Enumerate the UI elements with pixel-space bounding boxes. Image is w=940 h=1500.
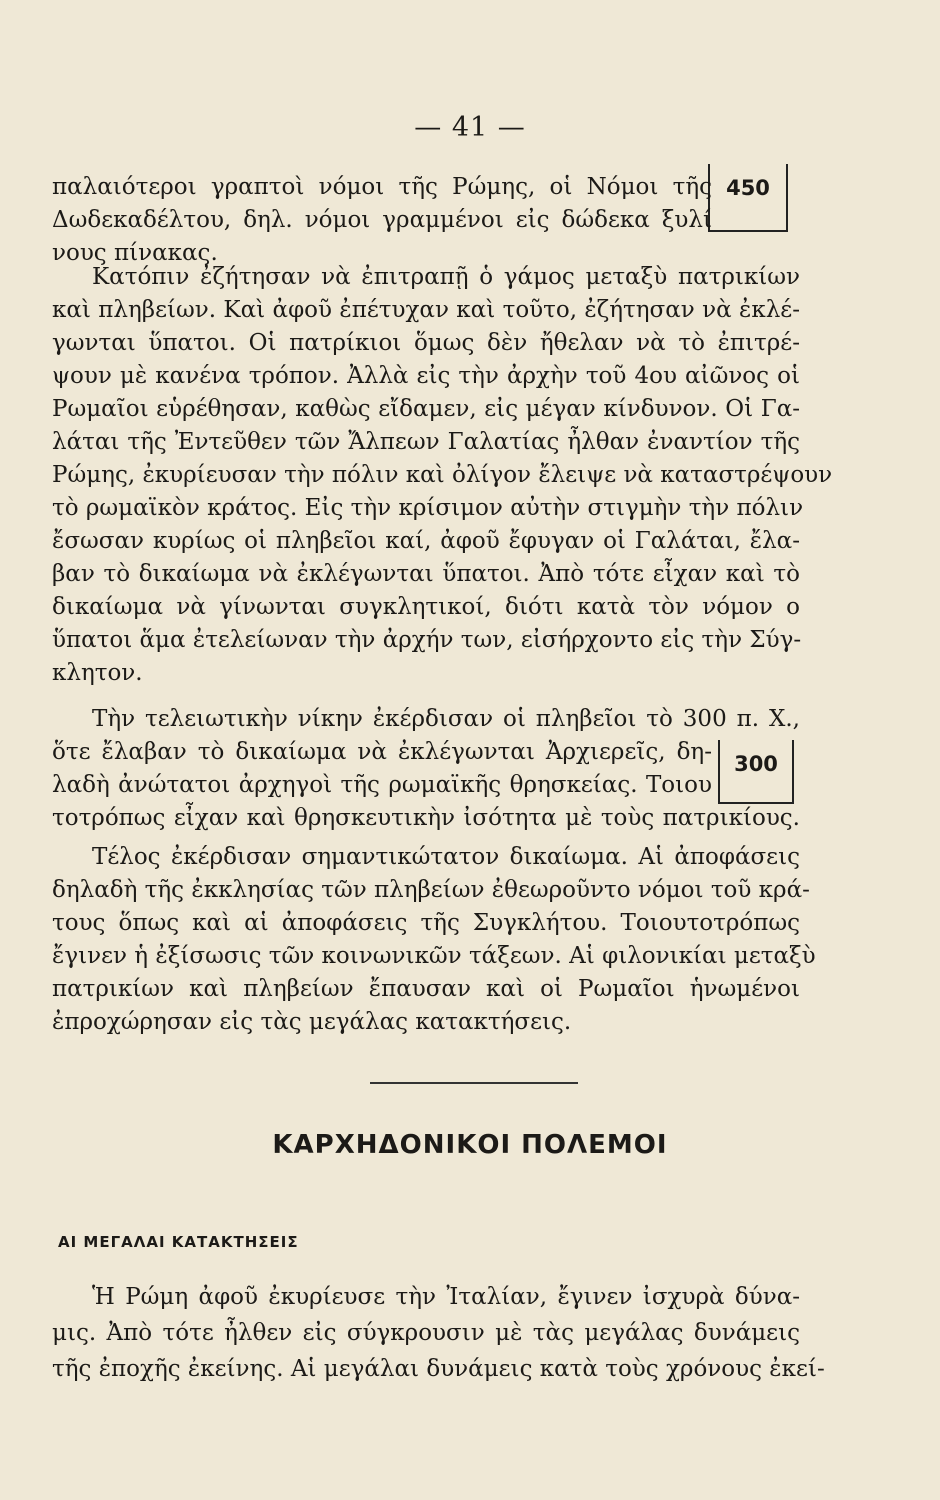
margin-note-label: 450 bbox=[726, 176, 770, 200]
text-line: γωνται ὕπατοι. Οἱ πατρίκιοι ὅμως δὲν ἤθελαν νὰ τὸ ἐπιτρέ- bbox=[52, 330, 800, 356]
text-line: Ἡ Ρώμη ἀφοῦ ἐκυρίευσε τὴν Ἰταλίαν, ἔγινεν ἰσχυρὰ δύνα- bbox=[92, 1284, 800, 1310]
text-line: παλαιότεροι γραπτοὶ νόμοι τῆς Ρώμης, οἱ Νόμοι τῆς bbox=[52, 174, 712, 200]
text-line: ὕπατοι ἅμα ἐτελείωναν τὴν ἀρχήν των, εἰσήρχοντο εἰς τὴν Σύγ- bbox=[52, 627, 802, 653]
text-line: δηλαδὴ τῆς ἐκκλησίας τῶν πληβείων ἐθεωροῦντο νόμοι τοῦ κρά- bbox=[52, 877, 810, 903]
text-line: ψουν μὲ κανένα τρόπον. Ἀλλὰ εἰς τὴν ἀρχὴν τοῦ 4ου αἰῶνος οἱ bbox=[52, 363, 800, 389]
text-line: μις. Ἀπὸ τότε ἦλθεν εἰς σύγκρουσιν μὲ τὰς μεγάλας δυνάμεις bbox=[52, 1320, 800, 1346]
margin-note-year-450 bbox=[708, 164, 788, 232]
text-line: Τὴν τελειωτικὴν νίκην ἐκέρδισαν οἱ πληβεῖοι τὸ 300 π. Χ., bbox=[92, 706, 800, 732]
text-line: Τέλος ἐκέρδισαν σημαντικώτατον δικαίωμα. Αἱ ἀποφάσεις bbox=[92, 844, 800, 870]
page-number: — 41 — bbox=[414, 112, 526, 143]
text-line: πατρικίων καὶ πληβείων ἔπαυσαν καὶ οἱ Ρωμαῖοι ἡνωμένοι bbox=[52, 976, 800, 1002]
text-line: ὅτε ἔλαβαν τὸ δικαίωμα νὰ ἐκλέγωνται Ἀρχιερεῖς, δη- bbox=[52, 739, 712, 765]
text-line: Δωδεκαδέλτου, δηλ. νόμοι γραμμένοι εἰς δώδεκα ξυλί bbox=[52, 207, 712, 233]
text-line: καὶ πληβείων. Καὶ ἀφοῦ ἐπέτυχαν καὶ τοῦτο, ἐζήτησαν νὰ ἐκλέ- bbox=[52, 297, 800, 323]
text-line: Κατόπιν ἐζήτησαν νὰ ἐπιτραπῇ ὁ γάμος μεταξὺ πατρικίων bbox=[92, 264, 800, 290]
text-line: δικαίωμα νὰ γίνωνται συγκλητικοί, διότι κατὰ τὸν νόμον ο bbox=[52, 594, 800, 620]
text-line: τῆς ἐποχῆς ἐκείνης. Αἱ μεγάλαι δυνάμεις κατὰ τοὺς χρόνους ἐκεί- bbox=[52, 1356, 825, 1382]
text-line: κλητον. bbox=[52, 660, 143, 686]
text-line: τὸ ρωμαϊκὸν κράτος. Εἰς τὴν κρίσιμον αὐτὴν στιγμὴν τὴν πόλιν bbox=[52, 495, 804, 521]
margin-note-label: 300 bbox=[734, 752, 778, 776]
text-line: ἔσωσαν κυρίως οἱ πληβεῖοι καί, ἀφοῦ ἔφυγαν οἱ Γαλάται, ἔλα- bbox=[52, 528, 800, 554]
text-line: λάται τῆς Ἐντεῦθεν τῶν Ἄλπεων Γαλατίας ἦλθαν ἐναντίον τῆς bbox=[52, 429, 800, 455]
chapter-title: ΚΑΡΧΗΔΟΝΙΚΟΙ ΠΟΛΕΜΟΙ bbox=[272, 1130, 668, 1160]
text-line: τοτρόπως εἶχαν καὶ θρησκευτικὴν ἰσότητα μὲ τοὺς πατρικίους. bbox=[52, 805, 800, 831]
text-line: ἐπροχώρησαν εἰς τὰς μεγάλας κατακτήσεις. bbox=[52, 1009, 572, 1035]
text-line: Ρώμης, ἐκυρίευσαν τὴν πόλιν καὶ ὀλίγον ἔλειψε νὰ καταστρέψουν bbox=[52, 462, 833, 488]
text-line: Ρωμαῖοι εὑρέθησαν, καθὼς εἴδαμεν, εἰς μέγαν κίνδυνον. Οἱ Γα- bbox=[52, 396, 800, 422]
section-title: ΑΙ ΜΕΓΑΛΑΙ ΚΑΤΑΚΤΗΣΕΙΣ bbox=[58, 1233, 299, 1251]
text-line: λαδὴ ἀνώτατοι ἀρχηγοὶ τῆς ρωμαϊκῆς θρησκείας. Τοιου bbox=[52, 772, 712, 798]
text-line: νους πίνακας. bbox=[52, 240, 218, 266]
section-divider bbox=[370, 1082, 578, 1084]
text-line: ἔγινεν ἡ ἐξίσωσις τῶν κοινωνικῶν τάξεων. Αἱ φιλονικίαι μεταξὺ bbox=[52, 943, 816, 969]
margin-note-year-300 bbox=[718, 740, 794, 804]
text-line: βαν τὸ δικαίωμα νὰ ἐκλέγωνται ὕπατοι. Ἀπὸ τότε εἶχαν καὶ τὸ bbox=[52, 561, 800, 587]
text-line: τους ὅπως καὶ αἱ ἀποφάσεις τῆς Συγκλήτου. Τοιουτοτρόπως bbox=[52, 910, 800, 936]
